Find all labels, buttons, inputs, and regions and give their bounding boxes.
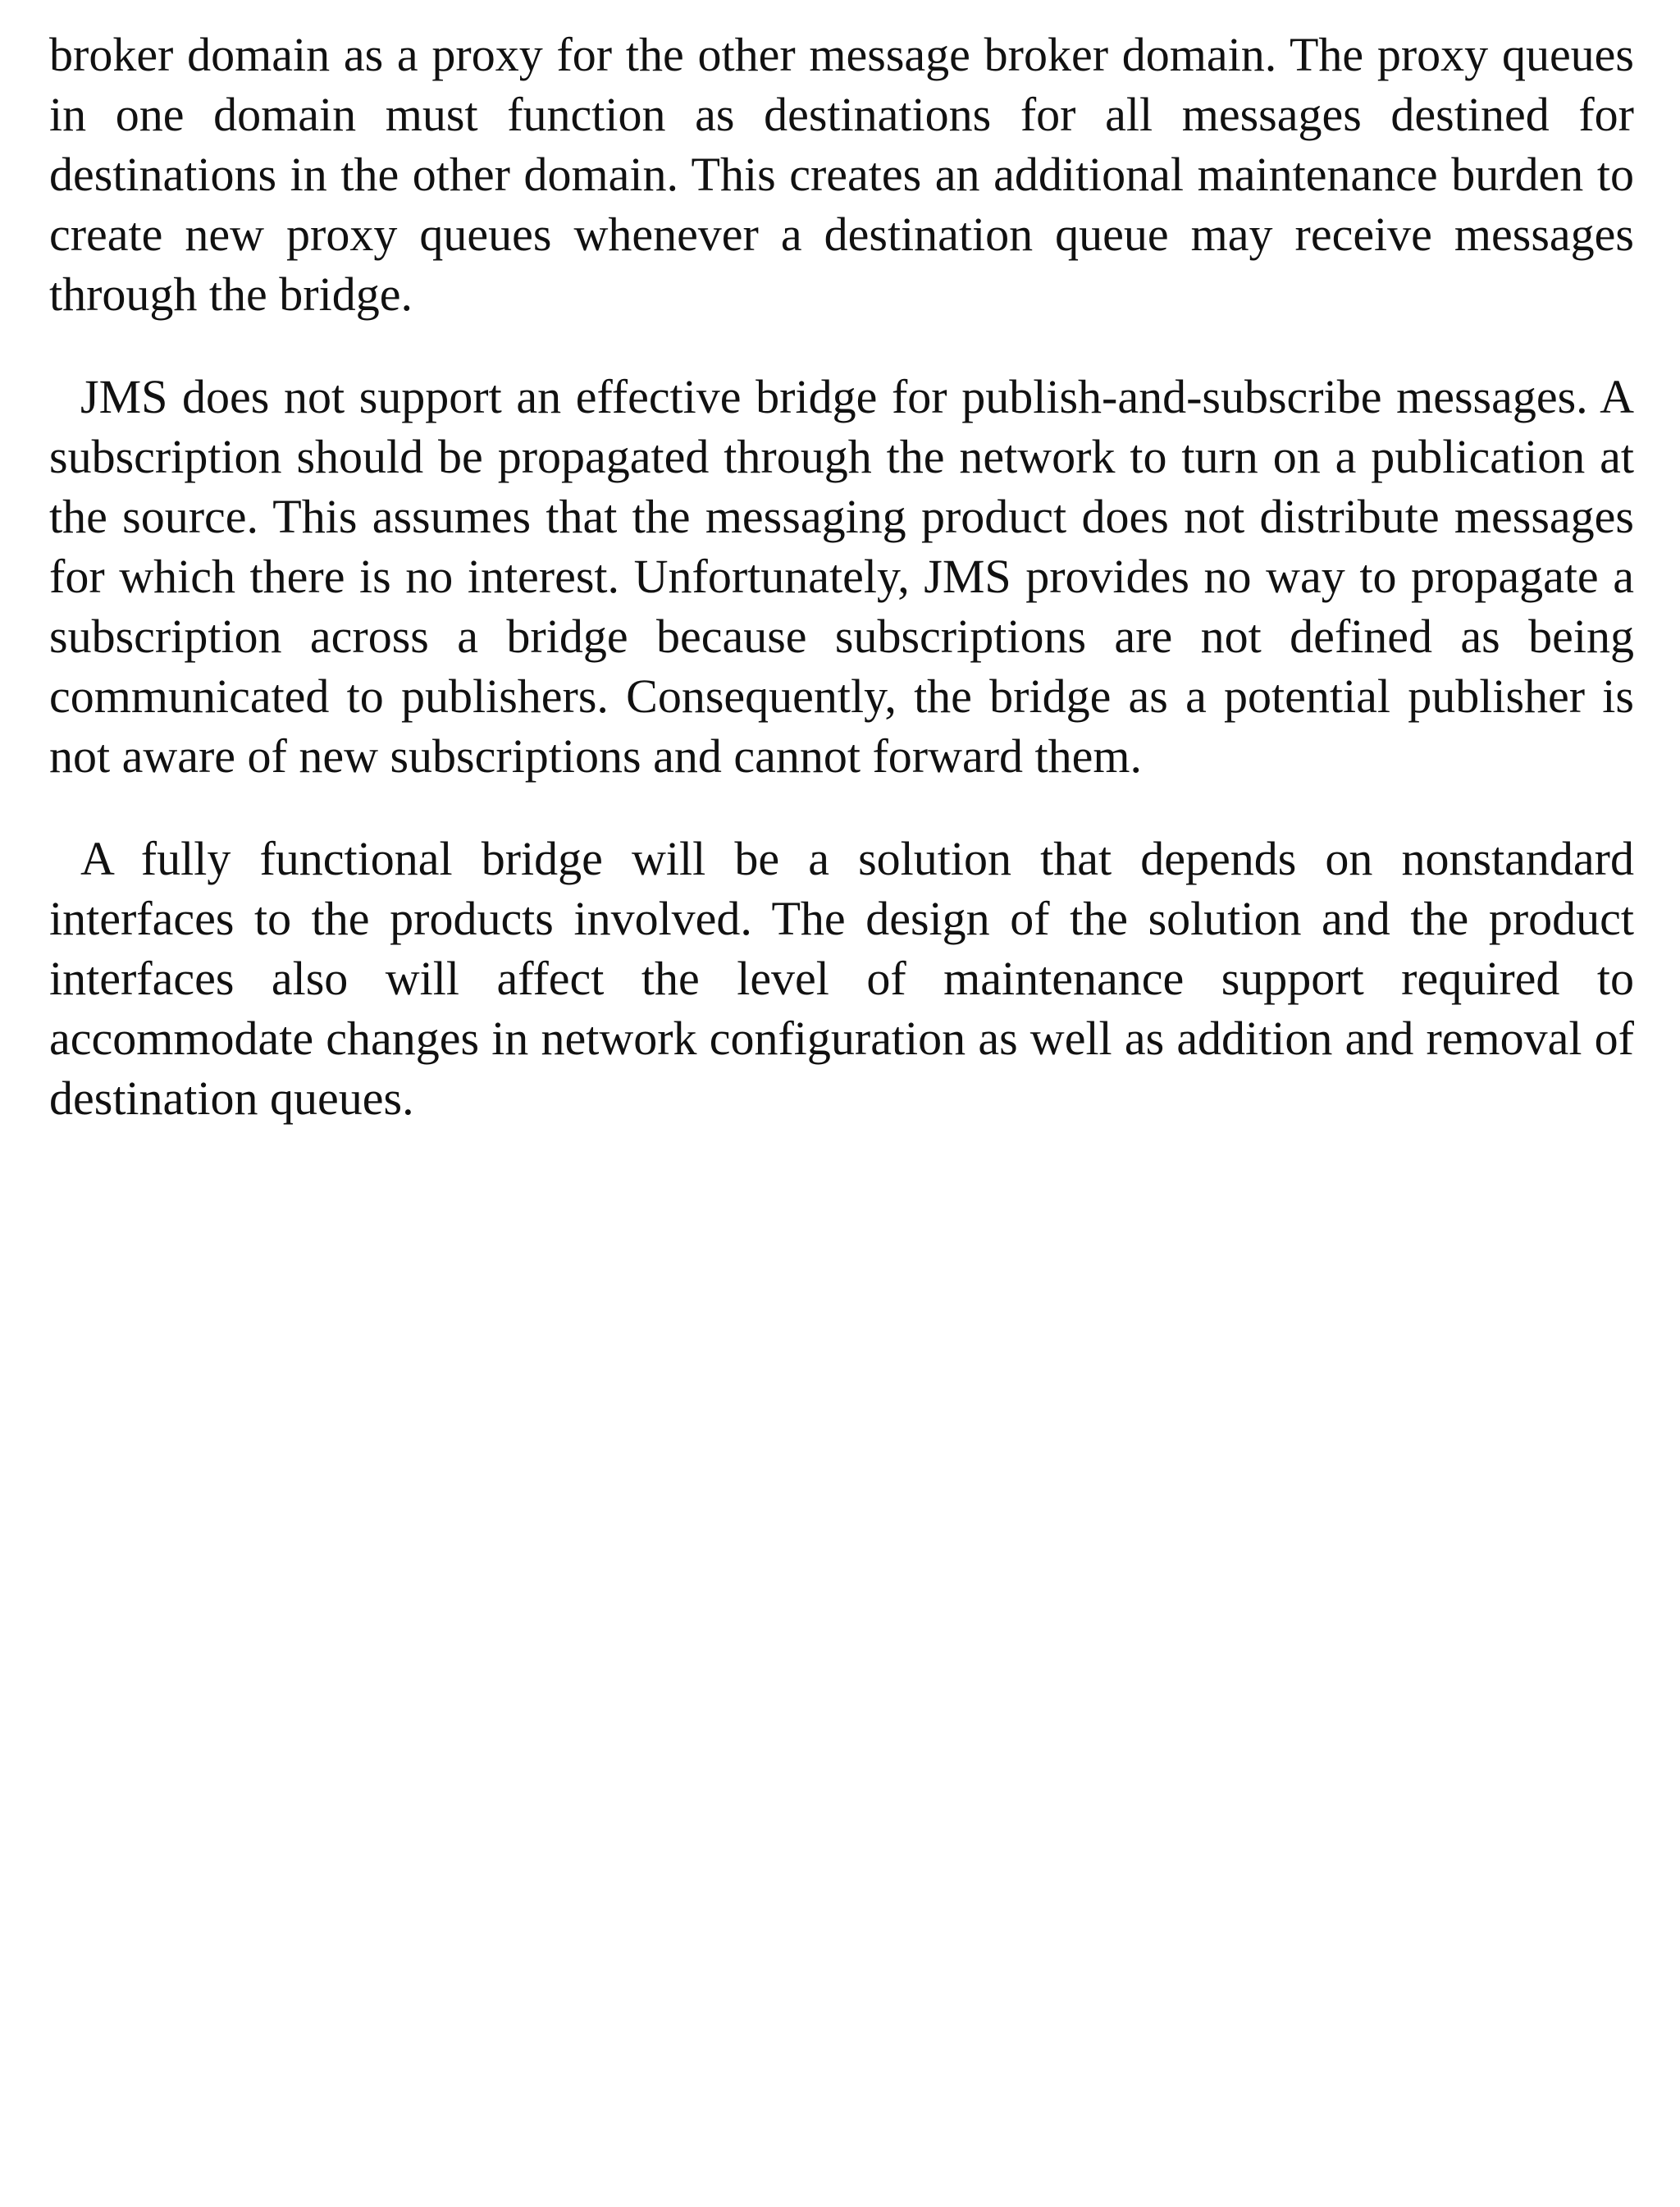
document-page — [49, 25, 1634, 1128]
paragraph-functional-bridge: A fully functional bridge will be a solution that depends on nonstandard interfaces to the products involved. The design of the solution and the product interfaces also will affect the level of maintenance support required to accommodate changes in network configuration as well as addition and removal of destination queues. — [49, 832, 1634, 1125]
paragraph-proxy-queues: broker domain as a proxy for the other message broker domain. The proxy queues in one domain must function as destinations for all messages destined for destinations in the other domain. This creates an additional maintenance burden to create new proxy queues whenever a destination queue may receive messages through the bridge. — [49, 28, 1634, 321]
paragraph-publish-subscribe: JMS does not support an effective bridge for publish-and-subscribe messages. A subscription should be propagated through the network to turn on a publication at the source. This assumes that the messaging product does not distribute messages for which there is no interest. Unfortunately, JMS provides no way to propagate a subscription across a bridge because subscriptions are not defined as being communicated to publishers. Consequently, the bridge as a potential publisher is not aware of new subscriptions and cannot forward them. — [49, 370, 1634, 783]
